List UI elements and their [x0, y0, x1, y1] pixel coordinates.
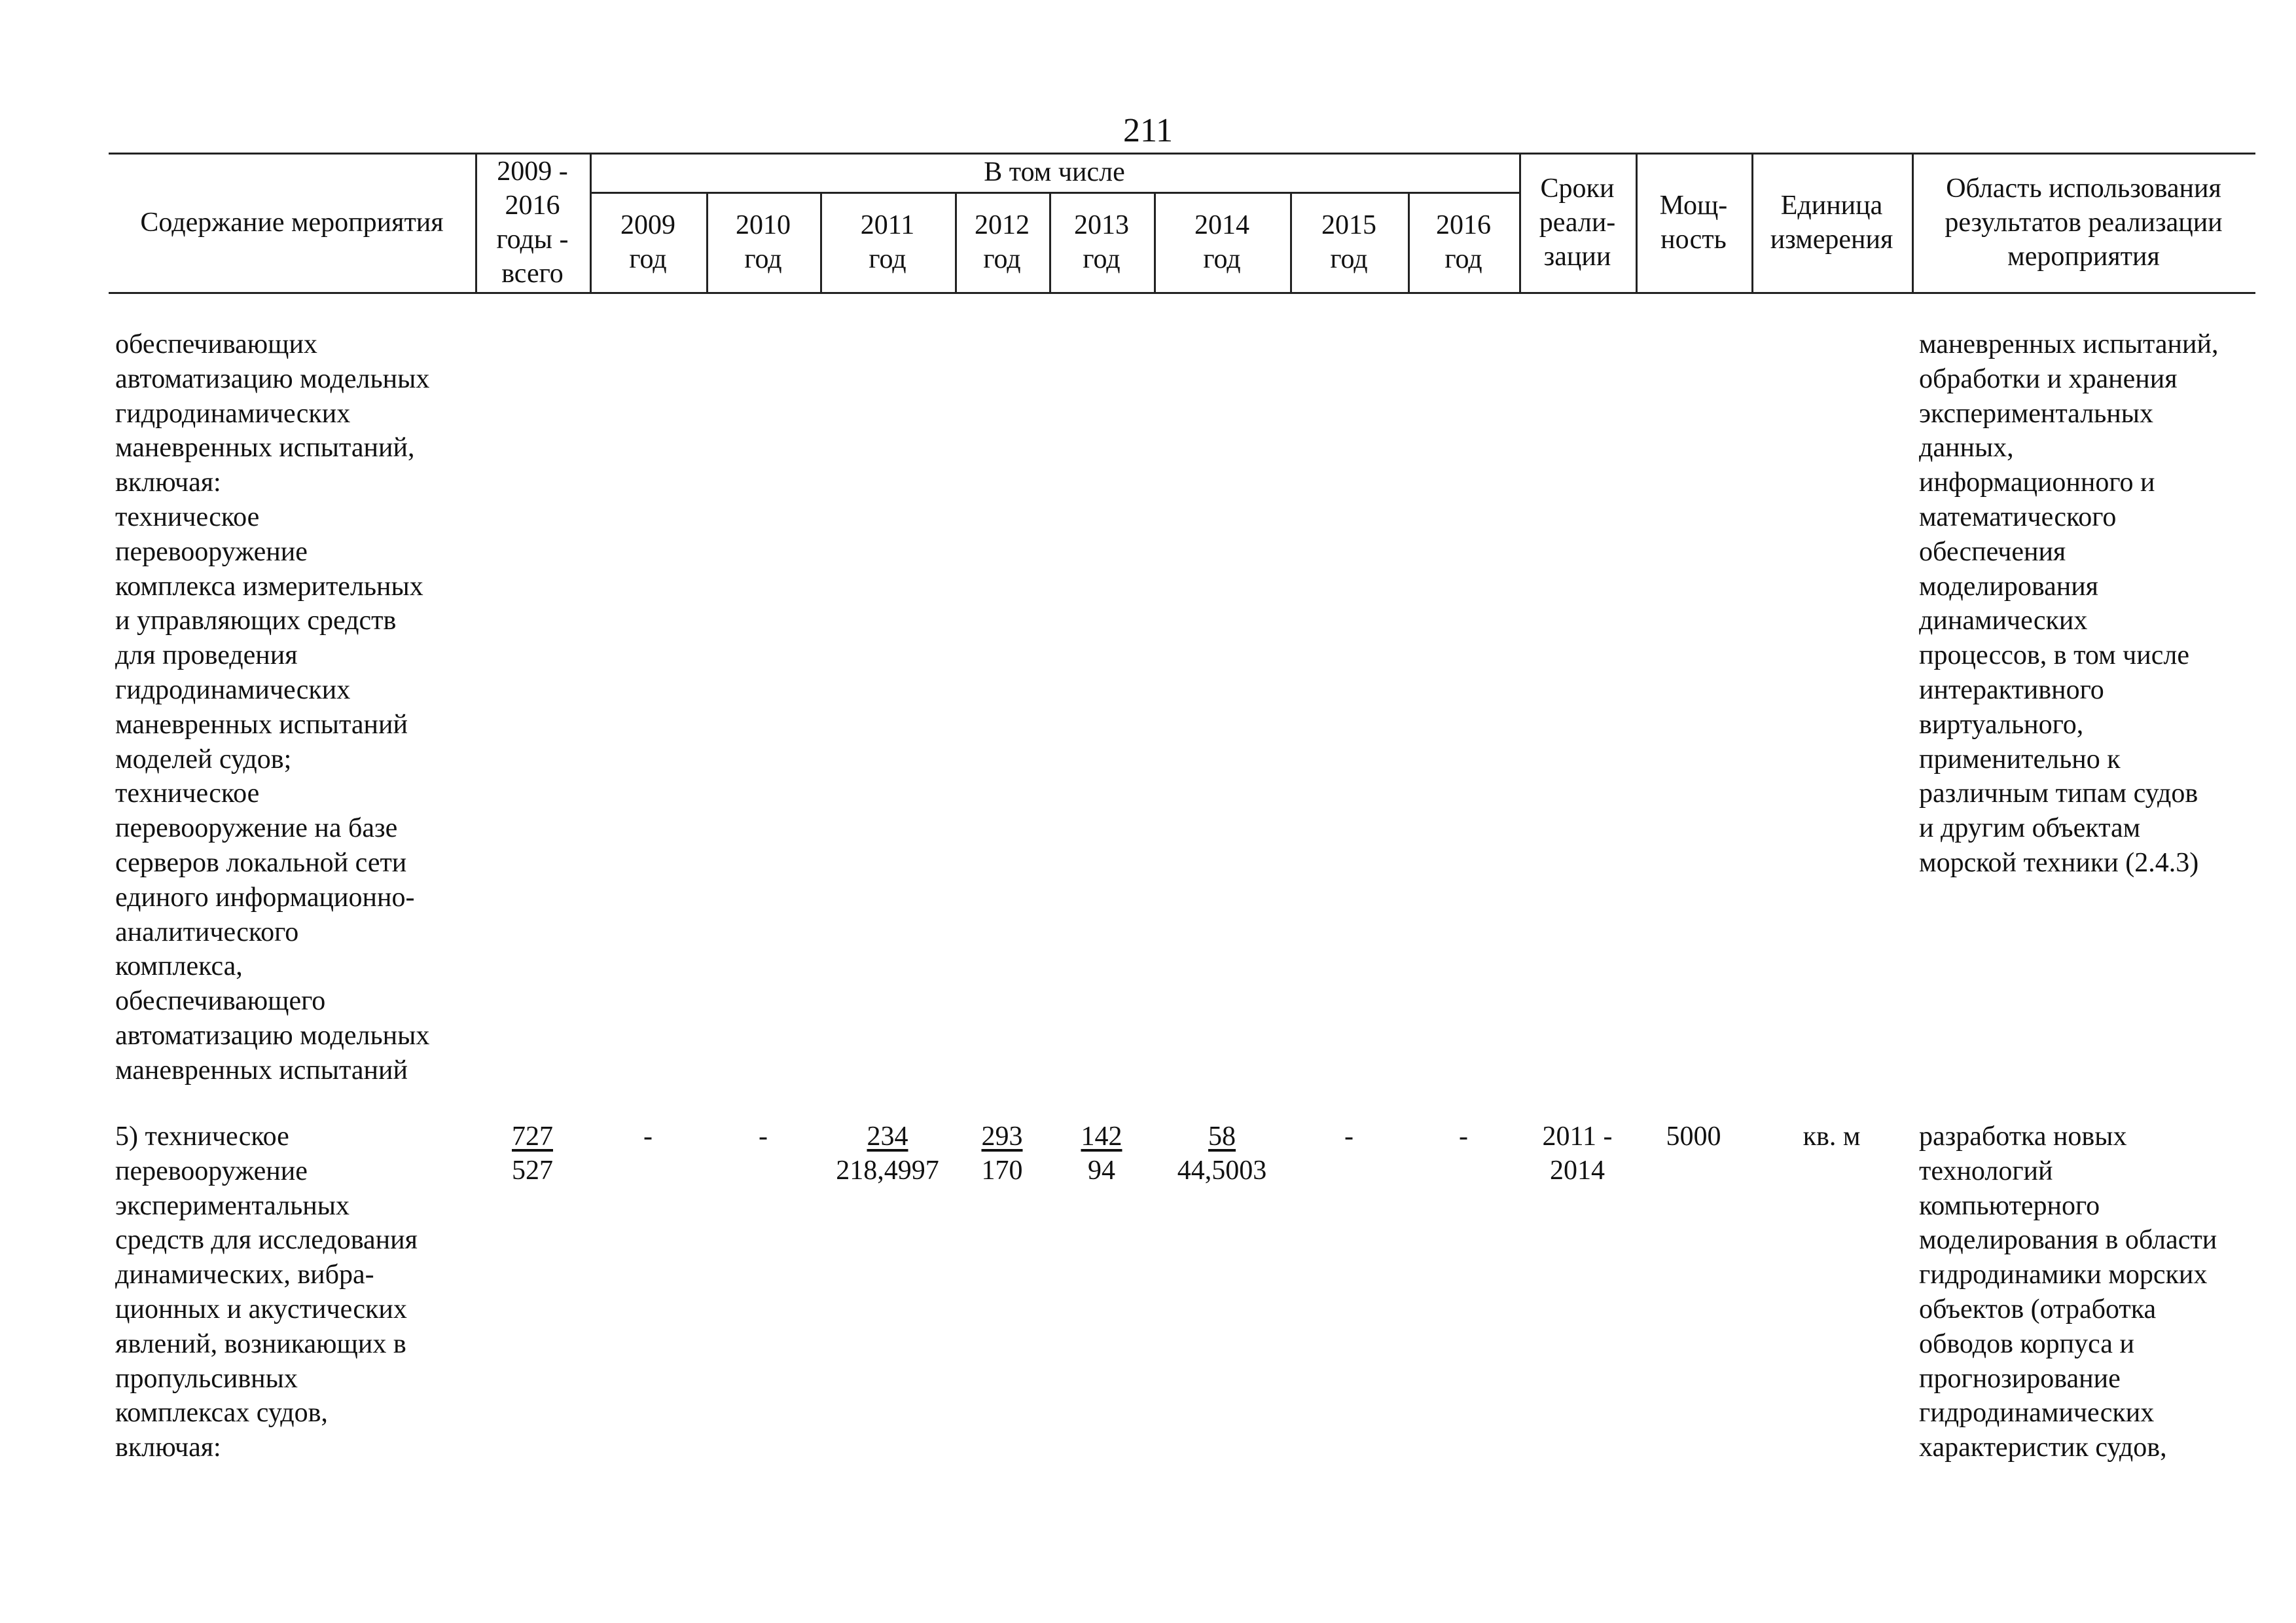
header-total: 2009 - 2016 годы - всего	[496, 156, 569, 289]
header-year-2014: 2014 год	[1194, 210, 1249, 274]
row-2-total-top: 727	[512, 1122, 553, 1152]
header-year-2015: 2015 год	[1321, 210, 1376, 274]
row-2-2011-bottom: 218,4997	[836, 1156, 939, 1186]
header-year-2010: 2010 год	[736, 210, 791, 274]
header-capacity: Мощ- ность	[1659, 190, 1728, 255]
row-2-2012-top: 293	[981, 1122, 1023, 1152]
row-2-2015: -	[1344, 1122, 1354, 1152]
header-terms: Сроки реали- зации	[1539, 173, 1616, 272]
header-year-2012: 2012 год	[975, 210, 1030, 274]
row-2-2011-top: 234	[867, 1122, 908, 1152]
header-including: В том числе	[984, 157, 1125, 187]
table-header	[109, 153, 2255, 294]
row-1-content: обеспечивающих автоматизацию модельных гидродинамических маневренных испытаний, включая: техническое перевооружение комплекса измерительных и управляющих средств для проведения гидродинамических маневренных испытаний моделей судов; техническое перевооружение на базе серверов локальной сети единого информационно- аналитического комплекса, обеспечивающего автоматизацию модельных маневренных испытаний	[115, 329, 430, 1085]
row-2-area: разработка новых технологий компьютерного моделирования в области гидродинамики морских объектов (отработка обводов корпуса и прогнозирование гидродинамических характеристик судов,	[1919, 1122, 2217, 1463]
row-2-2012-bottom: 170	[981, 1156, 1023, 1186]
header-year-2009: 2009 год	[620, 210, 675, 274]
header-area: Область использования результатов реализации мероприятия	[1945, 173, 2223, 272]
row-2-content: 5) техническое перевооружение экспериментальных средств для исследования динамических, вибра- ционных и акустических явлений, возникающих в пропульсивных комплексах судов, включая:	[115, 1122, 418, 1463]
row-2-capacity: 5000	[1666, 1122, 1721, 1152]
row-2-unit: кв. м	[1803, 1122, 1861, 1152]
header-year-2013: 2013 год	[1074, 210, 1129, 274]
row-2-2009: -	[643, 1122, 653, 1152]
row-2-2014-top: 58	[1208, 1122, 1236, 1152]
row-2-2016: -	[1459, 1122, 1468, 1152]
header-unit: Единица измерения	[1770, 190, 1893, 255]
row-1-area: маневренных испытаний, обработки и хранения экспериментальных данных, информационного и математического обеспечения моделирования динамических процессов, в том числе интерактивного виртуального, применительно к различным типам судов и другим объектам морской техники (2.4.3)	[1919, 329, 2219, 878]
row-2-terms-top: 2011 -	[1542, 1122, 1613, 1152]
row-2-total-bottom: 527	[512, 1156, 553, 1186]
row-2-2014-bottom: 44,5003	[1177, 1156, 1267, 1186]
row-2-terms-bottom: 2014	[1550, 1156, 1605, 1186]
header-year-2011: 2011 год	[860, 210, 915, 274]
row-2-2013-bottom: 94	[1088, 1156, 1115, 1186]
header-year-2016: 2016 год	[1436, 210, 1491, 274]
page-number: 211	[1122, 112, 1174, 149]
header-content: Содержание мероприятия	[140, 207, 444, 238]
header-bottom-rule	[109, 292, 2255, 294]
row-2-2013-top: 142	[1081, 1122, 1122, 1152]
row-2-2010: -	[759, 1122, 768, 1152]
